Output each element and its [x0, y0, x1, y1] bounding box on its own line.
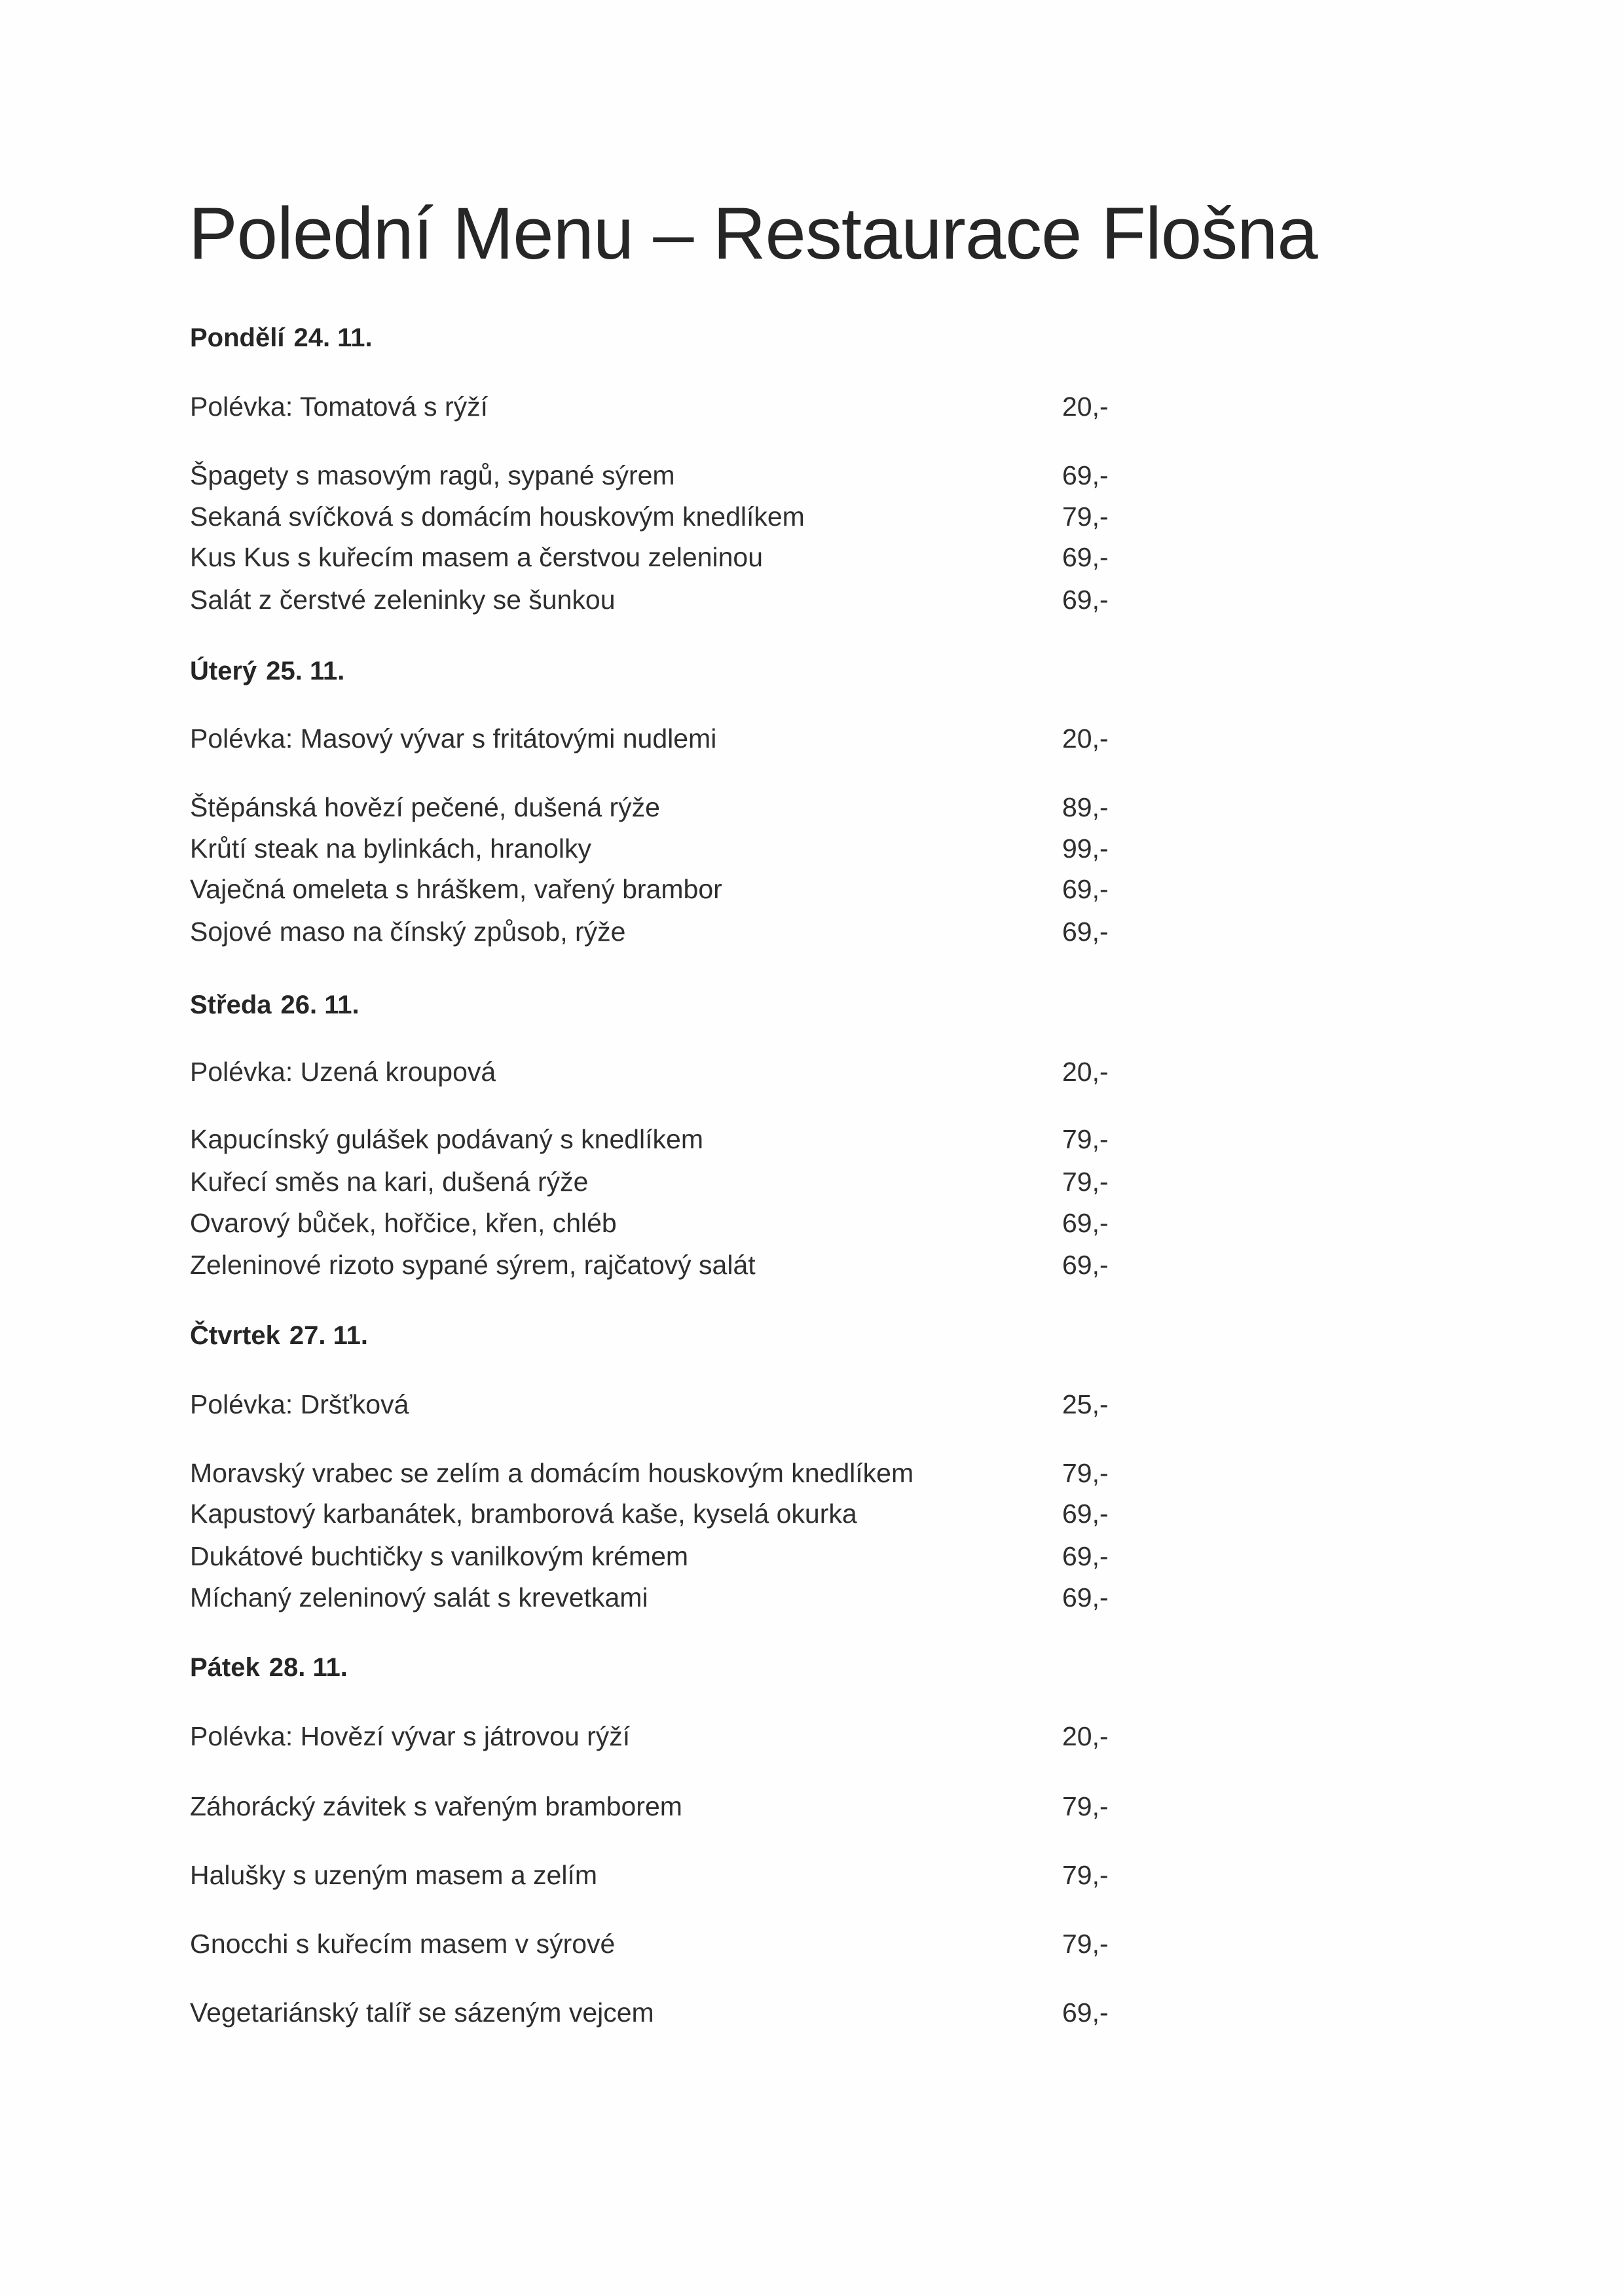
meal-price: 79,-: [1062, 1791, 1109, 1821]
meal-price: 69,-: [1062, 874, 1109, 904]
meal-price: 69,-: [1062, 1541, 1109, 1571]
meal-row: [190, 829, 1120, 868]
meal-name: Zeleninové rizoto sypané sýrem, rajčatový salát: [190, 1250, 756, 1280]
meal-row: [190, 1787, 1120, 1826]
meal-name: Krůtí steak na bylinkách, hranolky: [190, 833, 592, 864]
meal-row: [190, 497, 1120, 536]
meal-name: Kuřecí směs na kari, dušená rýže: [190, 1167, 589, 1197]
soup-row: [190, 1385, 1120, 1424]
meal-name: Ovarový bůček, hořčice, křen, chléb: [190, 1208, 617, 1238]
soup-row: [190, 719, 1120, 758]
meal-price: 69,-: [1062, 460, 1109, 490]
soup-name: Polévka: Dršťková: [190, 1389, 409, 1419]
day-name: Pátek: [190, 1653, 260, 1682]
day-name: Pondělí: [190, 323, 285, 352]
meal-row: [190, 1924, 1120, 1963]
soup-name: Polévka: Uzená kroupová: [190, 1057, 496, 1087]
meal-name: Špagety s masovým ragů, sypané sýrem: [190, 460, 675, 490]
soup-name: Polévka: Masový vývar s fritátovými nudlemi: [190, 723, 717, 754]
meal-name: Gnocchi s kuřecím masem v sýrové: [190, 1929, 616, 1959]
meal-row: [190, 1203, 1120, 1243]
soup-row: [190, 1717, 1120, 1756]
meal-name: Míchaný zeleninový salát s krevetkami: [190, 1582, 648, 1613]
day-header-tuesday: [190, 651, 344, 691]
meal-row: [190, 1494, 1120, 1533]
day-name: Čtvrtek: [190, 1321, 280, 1350]
day-header-friday: [190, 1648, 348, 1687]
meal-price: 69,-: [1062, 1499, 1109, 1529]
meal-row: [190, 1245, 1120, 1285]
day-header-thursday: [190, 1316, 368, 1355]
day-date: 27. 11.: [289, 1321, 368, 1350]
meal-name: Dukátové buchtičky s vanilkovým krémem: [190, 1541, 689, 1571]
meal-row: [190, 1120, 1120, 1159]
meal-name: Halušky s uzeným masem a zelím: [190, 1860, 598, 1890]
page-title: Polední Menu – Restaurace Flošna: [189, 192, 1318, 274]
soup-price: 20,-: [1062, 723, 1109, 754]
meal-name: Kus Kus s kuřecím masem a čerstvou zeleninou: [190, 542, 764, 572]
meal-row: [190, 788, 1120, 827]
meal-price: 69,-: [1062, 917, 1109, 947]
meal-row: [190, 456, 1120, 495]
meal-price: 69,-: [1062, 542, 1109, 572]
meal-row: [190, 538, 1120, 577]
soup-name: Polévka: Tomatová s rýží: [190, 392, 488, 422]
day-date: 25. 11.: [266, 657, 345, 685]
meal-name: Sojové maso na čínský způsob, rýže: [190, 917, 626, 947]
meal-price: 69,-: [1062, 1997, 1109, 2028]
day-header-wednesday: [190, 985, 360, 1025]
meal-price: 69,-: [1062, 585, 1109, 615]
meal-price: 79,-: [1062, 1860, 1109, 1890]
meal-name: Vaječná omeleta s hráškem, vařený brambor: [190, 874, 722, 904]
soup-row: [190, 1052, 1120, 1091]
day-header-monday: [190, 318, 373, 357]
meal-name: Štěpánská hovězí pečené, dušená rýže: [190, 792, 660, 822]
meal-price: 99,-: [1062, 833, 1109, 864]
soup-price: 20,-: [1062, 1721, 1109, 1751]
day-date: 26. 11.: [280, 991, 360, 1019]
meal-price: 79,-: [1062, 1929, 1109, 1959]
soup-name: Polévka: Hovězí vývar s játrovou rýží: [190, 1721, 631, 1751]
meal-price: 69,-: [1062, 1208, 1109, 1238]
meal-row: [190, 1993, 1120, 2032]
soup-price: 20,-: [1062, 1057, 1109, 1087]
meal-row: [190, 869, 1120, 909]
meal-row: [190, 1578, 1120, 1617]
day-name: Úterý: [190, 657, 257, 685]
meal-name: Salát z čerstvé zeleninky se šunkou: [190, 585, 616, 615]
meal-price: 79,-: [1062, 501, 1109, 532]
meal-row: [190, 912, 1120, 951]
soup-row: [190, 387, 1120, 426]
meal-name: Kapucínský gulášek podávaný s knedlíkem: [190, 1124, 704, 1154]
day-date: 24. 11.: [293, 323, 373, 352]
meal-row: [190, 580, 1120, 619]
meal-name: Sekaná svíčková s domácím houskovým knedlíkem: [190, 501, 805, 532]
meal-row: [190, 1855, 1120, 1895]
meal-row: [190, 1537, 1120, 1576]
soup-price: 25,-: [1062, 1389, 1109, 1419]
meal-price: 69,-: [1062, 1582, 1109, 1613]
meal-row: [190, 1453, 1120, 1493]
meal-price: 79,-: [1062, 1124, 1109, 1154]
meal-price: 89,-: [1062, 792, 1109, 822]
soup-price: 20,-: [1062, 392, 1109, 422]
meal-name: Kapustový karbanátek, bramborová kaše, kyselá okurka: [190, 1499, 857, 1529]
meal-name: Vegetariánský talíř se sázeným vejcem: [190, 1997, 654, 2028]
meal-row: [190, 1162, 1120, 1201]
meal-price: 69,-: [1062, 1250, 1109, 1280]
day-name: Středa: [190, 991, 272, 1019]
meal-price: 79,-: [1062, 1167, 1109, 1197]
meal-name: Moravský vrabec se zelím a domácím houskovým knedlíkem: [190, 1458, 914, 1488]
meal-price: 79,-: [1062, 1458, 1109, 1488]
meal-name: Záhorácký závitek s vařeným bramborem: [190, 1791, 682, 1821]
day-date: 28. 11.: [268, 1653, 348, 1682]
